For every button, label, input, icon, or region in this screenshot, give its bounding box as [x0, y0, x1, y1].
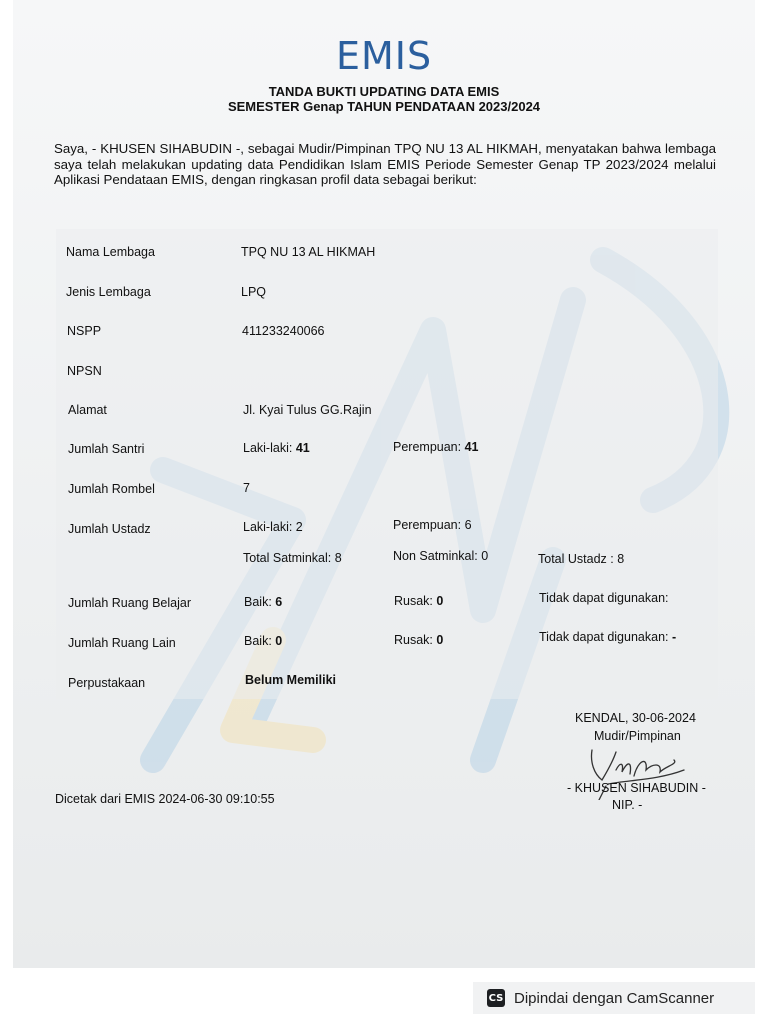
- ruang-lain-baik-label: Baik:: [244, 634, 272, 648]
- label-ruang-belajar: Jumlah Ruang Belajar: [68, 596, 191, 610]
- ruang-lain-rusak-label: Rusak:: [394, 633, 433, 647]
- ruang-lain-rusak: [394, 633, 443, 647]
- value-jumlah-rombel: 7: [243, 481, 250, 495]
- ruang-belajar-tidak: [539, 591, 669, 605]
- label-jumlah-rombel: Jumlah Rombel: [68, 482, 155, 496]
- printed-timestamp: Dicetak dari EMIS 2024-06-30 09:10:55: [55, 792, 275, 806]
- ruang-lain-tidak-value: -: [671, 630, 677, 644]
- camscanner-badge: [473, 982, 755, 1014]
- ustadz-total-satminkal: Total Satminkal: 8: [243, 551, 342, 565]
- camscanner-icon: CS: [487, 989, 505, 1007]
- ruang-lain-baik: [244, 634, 282, 648]
- label-jumlah-santri: Jumlah Santri: [68, 442, 145, 456]
- signature-place-date: KENDAL, 30-06-2024: [575, 711, 696, 725]
- signature-nip: NIP. -: [612, 798, 643, 812]
- ustadz-total: Total Ustadz : 8: [538, 552, 625, 566]
- value-nspp: 411233240066: [242, 324, 325, 338]
- label-perpustakaan: Perpustakaan: [68, 676, 146, 690]
- santri-laki-value: 41: [295, 441, 310, 455]
- label-npsn: NPSN: [67, 364, 102, 378]
- ruang-belajar-rusak-value: 0: [436, 594, 444, 608]
- signature-name: - KHUSEN SIHABUDIN -: [567, 781, 706, 795]
- label-jumlah-ustadz: Jumlah Ustadz: [68, 522, 151, 536]
- emis-logo: EMIS: [335, 34, 433, 78]
- intro-statement: Saya, - KHUSEN SIHABUDIN -, sebagai Mudir/Pimpinan TPQ NU 13 AL HIKMAH, menyatakan bahwa lembaga saya telah melakukan updating data Pendidikan Islam EMIS Periode Semester Genap TP 2023/2024 melalui Aplikasi Pendataan EMIS, dengan ringkasan profil data sebagai berikut:: [54, 141, 716, 187]
- ustadz-perempuan: Perempuan: 6: [393, 518, 472, 532]
- ruang-lain-rusak-value: 0: [436, 633, 444, 647]
- ruang-belajar-rusak-label: Rusak:: [394, 594, 433, 608]
- ruang-lain-baik-value: 0: [275, 634, 283, 648]
- label-jenis-lembaga: Jenis Lembaga: [66, 285, 151, 299]
- label-nspp: NSPP: [67, 324, 102, 338]
- ruang-belajar-baik: [244, 595, 282, 609]
- ruang-lain-tidak: [539, 630, 676, 644]
- ruang-belajar-tidak-label: Tidak dapat digunakan:: [539, 591, 669, 605]
- santri-laki-label: Laki-laki:: [243, 441, 293, 455]
- ustadz-non-satminkal: Non Satminkal: 0: [393, 549, 489, 563]
- document-page: [13, 0, 755, 968]
- document-title: TANDA BUKTI UPDATING DATA EMIS: [268, 84, 500, 99]
- value-alamat: Jl. Kyai Tulus GG.Rajin: [243, 403, 372, 417]
- santri-perempuan-value: 41: [464, 440, 479, 454]
- value-jenis-lembaga: LPQ: [241, 285, 267, 299]
- ruang-belajar-rusak: [394, 594, 443, 608]
- value-perpustakaan: Belum Memiliki: [245, 673, 336, 687]
- ruang-belajar-baik-label: Baik:: [244, 595, 272, 609]
- document-subtitle: SEMESTER Genap TAHUN PENDATAAN 2023/2024: [227, 99, 541, 114]
- santri-laki: [243, 441, 310, 455]
- signature-role: Mudir/Pimpinan: [594, 729, 681, 743]
- profile-table: [56, 229, 718, 699]
- label-nama-lembaga: Nama Lembaga: [66, 245, 155, 259]
- ruang-belajar-baik-value: 6: [275, 595, 283, 609]
- camscanner-label: Dipindai dengan CamScanner: [514, 989, 715, 1007]
- santri-perempuan-label: Perempuan:: [393, 440, 462, 454]
- ustadz-laki: Laki-laki: 2: [243, 520, 303, 534]
- value-nama-lembaga: TPQ NU 13 AL HIKMAH: [241, 245, 376, 259]
- santri-perempuan: [393, 440, 479, 454]
- ruang-lain-tidak-label: Tidak dapat digunakan:: [539, 630, 669, 644]
- label-alamat: Alamat: [68, 403, 107, 417]
- label-ruang-lain: Jumlah Ruang Lain: [68, 636, 176, 650]
